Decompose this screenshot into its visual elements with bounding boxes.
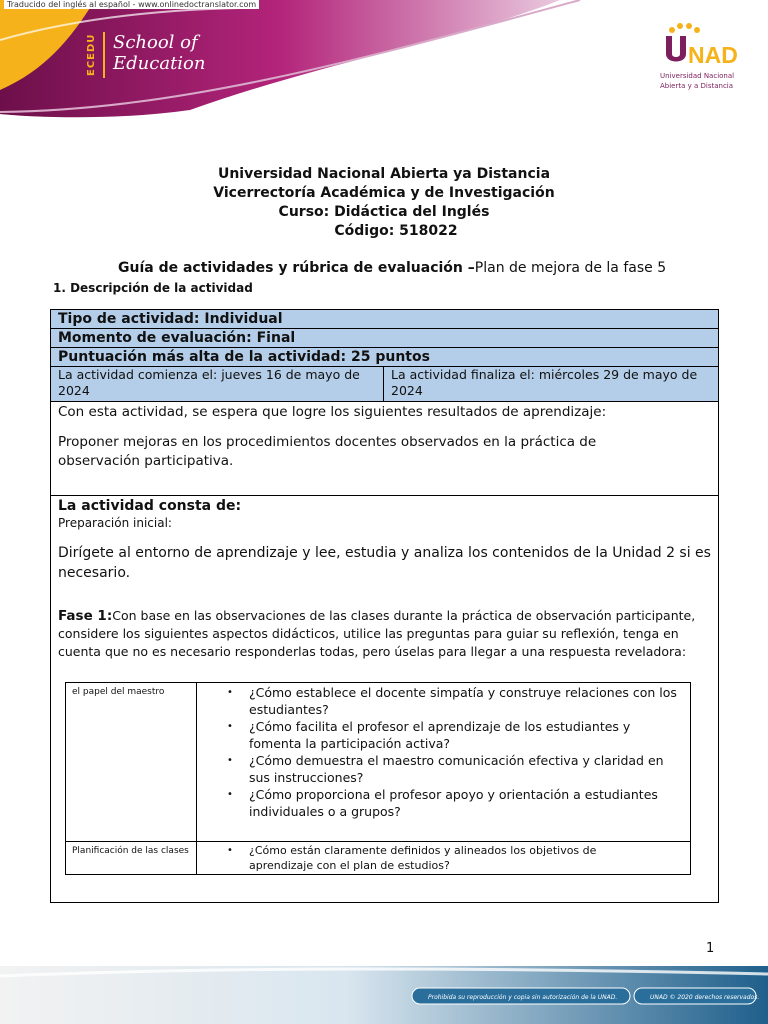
- phase-1-label: Fase 1:: [58, 608, 113, 624]
- learning-outcome: Proponer mejoras en los procedimientos docentes observados en la práctica de observación participativa.: [58, 434, 597, 469]
- end-date: La actividad finaliza el: miércoles 29 de mayo de 2024: [384, 367, 719, 402]
- aspects-table: [65, 682, 691, 875]
- max-score: Puntuación más alta de la actividad: 25 puntos: [51, 348, 719, 367]
- start-date: La actividad comienza el: jueves 16 de mayo de 2024: [51, 367, 384, 402]
- list-item: • ¿Cómo están claramente definidos y alineados los objetivos de aprendizaje con el plan de estudios?: [249, 843, 650, 873]
- list-item: • ¿Cómo proporciona el profesor apoyo y orientación a estudiantes individuales o a grupos?: [249, 786, 682, 820]
- course-name: Curso: Didáctica del Inglés: [278, 204, 490, 220]
- logo-sub-2: Abierta y a Distancia: [660, 82, 734, 90]
- guide-title-bold: Guía de actividades y rúbrica de evaluación –: [118, 260, 475, 276]
- ecedu-label: ECEDU: [86, 33, 97, 77]
- brand-line-2: Education: [113, 53, 206, 74]
- page-number: 1: [706, 941, 715, 956]
- university-name: Universidad Nacional Abierta ya Distancia: [217, 166, 551, 182]
- list-item: • ¿Cómo facilita el profesor el aprendizaje de los estudiantes y fomenta la participación activa?: [249, 718, 682, 752]
- guide-title: [118, 260, 666, 276]
- learning-outcomes-intro: Con esta actividad, se espera que logre los siguientes resultados de aprendizaje:: [58, 404, 607, 420]
- activity-type: Tipo de actividad: Individual: [51, 310, 719, 329]
- brand-divider: [103, 32, 105, 78]
- course-code: Código: 518022: [334, 223, 458, 239]
- aspect-label: Planificación de las clases: [66, 842, 197, 875]
- aspect-label: el papel del maestro: [66, 683, 197, 842]
- brand-line-1: School of: [113, 32, 198, 53]
- section-heading: 1. Descripción de la actividad: [53, 281, 253, 295]
- teacher-role-questions: [197, 684, 682, 820]
- unad-logo: [660, 22, 746, 90]
- vicerrectoria: Vicerrectoría Académica y de Investigación: [213, 185, 555, 201]
- logo-sub-1: Universidad Nacional: [660, 72, 735, 80]
- list-item: • ¿Cómo establece el docente simpatía y construye relaciones con los estudiantes?: [249, 684, 682, 718]
- unad-logo-mark-icon: [660, 22, 746, 66]
- dirigete-instruction: Dirígete al entorno de aprendizaje y lee, estudia y analiza los contenidos de la Unidad 2 si es necesario.: [58, 545, 711, 581]
- list-item: • ¿Cómo demuestra el maestro comunicación efectiva y claridad en sus instrucciones?: [249, 752, 682, 786]
- initial-prep-label: Preparación inicial:: [58, 516, 172, 530]
- footer-rights: UNAD © 2020 derechos reservados.: [650, 994, 760, 1001]
- planning-questions: [197, 843, 650, 873]
- activity-table: [50, 309, 719, 903]
- activity-consists-heading: La actividad consta de:: [58, 498, 242, 514]
- svg-text:NAD: NAD: [688, 42, 738, 66]
- phase-1-paragraph: [58, 607, 711, 661]
- phase-1-text: Con base en las observaciones de las clases durante la práctica de observación participante, considere los siguientes aspectos didácticos, utilice las preguntas para guiar su reflexión, tenga en cuenta que no es necesario responderlas todas, pero úselas para llegar a una respuesta reveladora:: [58, 608, 696, 659]
- translator-note: Traducido del inglés al español - www.onlinedoctranslator.com: [4, 0, 259, 9]
- guide-title-normal: Plan de mejora de la fase 5: [474, 260, 667, 276]
- school-of-education-brand: [86, 32, 206, 78]
- evaluation-moment: Momento de evaluación: Final: [51, 329, 719, 348]
- footer-copy-notice: Prohibida su reproducción y copia sin autorización de la UNAD.: [428, 994, 618, 1001]
